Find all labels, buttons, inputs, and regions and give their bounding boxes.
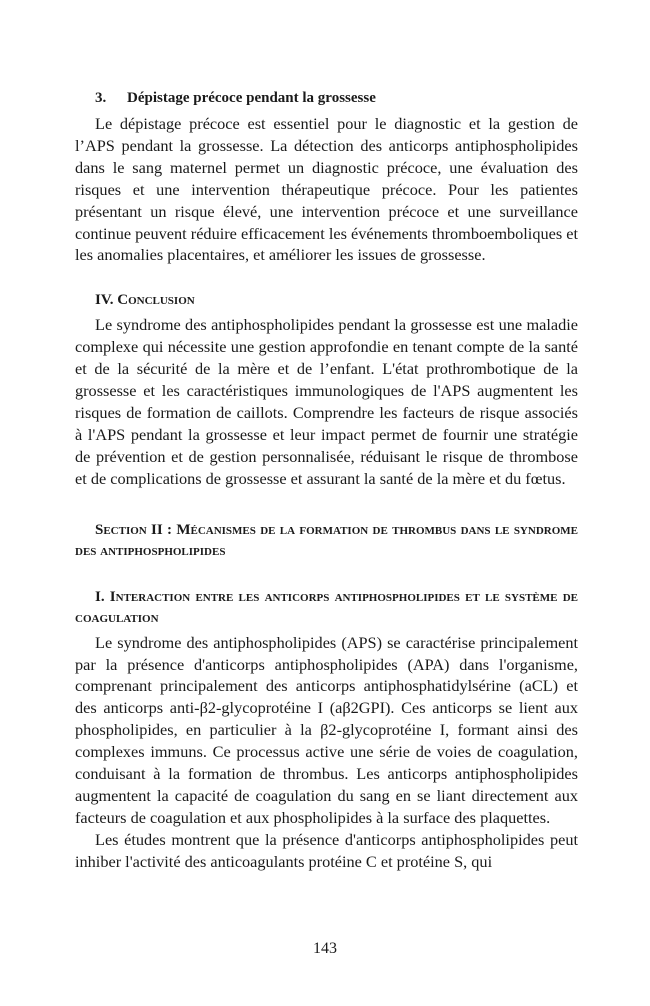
subsection-3-paragraph: Le dépistage précoce est essentiel pour le diagnostic et la gestion de l’APS pendant la grossesse. La détection des anticorps antiphospholipides dans le sang maternel permet un diagnostic précoce, une évaluation des risques et une intervention thérapeutique précoce. Pour les patientes présentant un risque élevé, une intervention précoce et une surveillance continue peuvent réduire efficacement les événements thromboemboliques et les anomalies placentaires, et améliorer les issues de grossesse. (75, 114, 578, 265)
conclusion-heading: IV. Conclusion (95, 292, 195, 309)
section-2-title: Section II : Mécanismes de la formation de thrombus dans le syndrome des antiphospholipides (75, 521, 578, 559)
page-content (75, 88, 578, 873)
subsection-title: Dépistage précoce pendant la grossesse (127, 90, 376, 106)
subsection-number: 3. (95, 90, 107, 106)
subsection-3-heading (95, 88, 578, 109)
interaction-paragraph-2: Les études montrent que la présence d'anticorps antiphospholipides peut inhiber l'activité des anticoagulants protéine C et protéine S, qui (75, 829, 578, 871)
conclusion-paragraph: Le syndrome des antiphospholipides pendant la grossesse est une maladie complexe qui nécessite une gestion approfondie en tenant compte de la santé et de la sécurité de la mère et de l’enfant. L'état prothrombotique de la grossesse et les caractéristiques immunologiques de l'APS augmentent les risques de formation de caillots. Comprendre les facteurs de risque associés à l'APS pendant la grossesse et leur impact permet de fournir une stratégie de prévention et de gestion personnalisée, réduisant le risque de thrombose et de complications de grossesse et assurant la santé de la mère et du fœtus. (75, 315, 578, 488)
interaction-paragraph-1: Le syndrome des antiphospholipides (APS) se caractérise principalement par la présence d'anticorps antiphospholipides (APA) dans l'organisme, comprenant principalement des anticorps antiphosphatidylsérine (aCL) et des anticorps anti-β2-glycoprotéine I (aβ2GPI). Ces anticorps se lient aux phospholipides, en particulier à la β2-glycoprotéine I, formant ainsi des complexes immuns. Ce processus active une série de voies de coagulation, conduisant à la formation de thrombus. Les anticorps antiphospholipides augmentent la capacité de coagulation du sang en se liant directement aux facteurs de coagulation et aux phospholipides à la surface des plaquettes. (75, 632, 578, 827)
page-number: 143 (313, 940, 337, 957)
interaction-heading: I. Interaction entre les anticorps antiphospholipides et le système de coagulation (75, 588, 578, 626)
